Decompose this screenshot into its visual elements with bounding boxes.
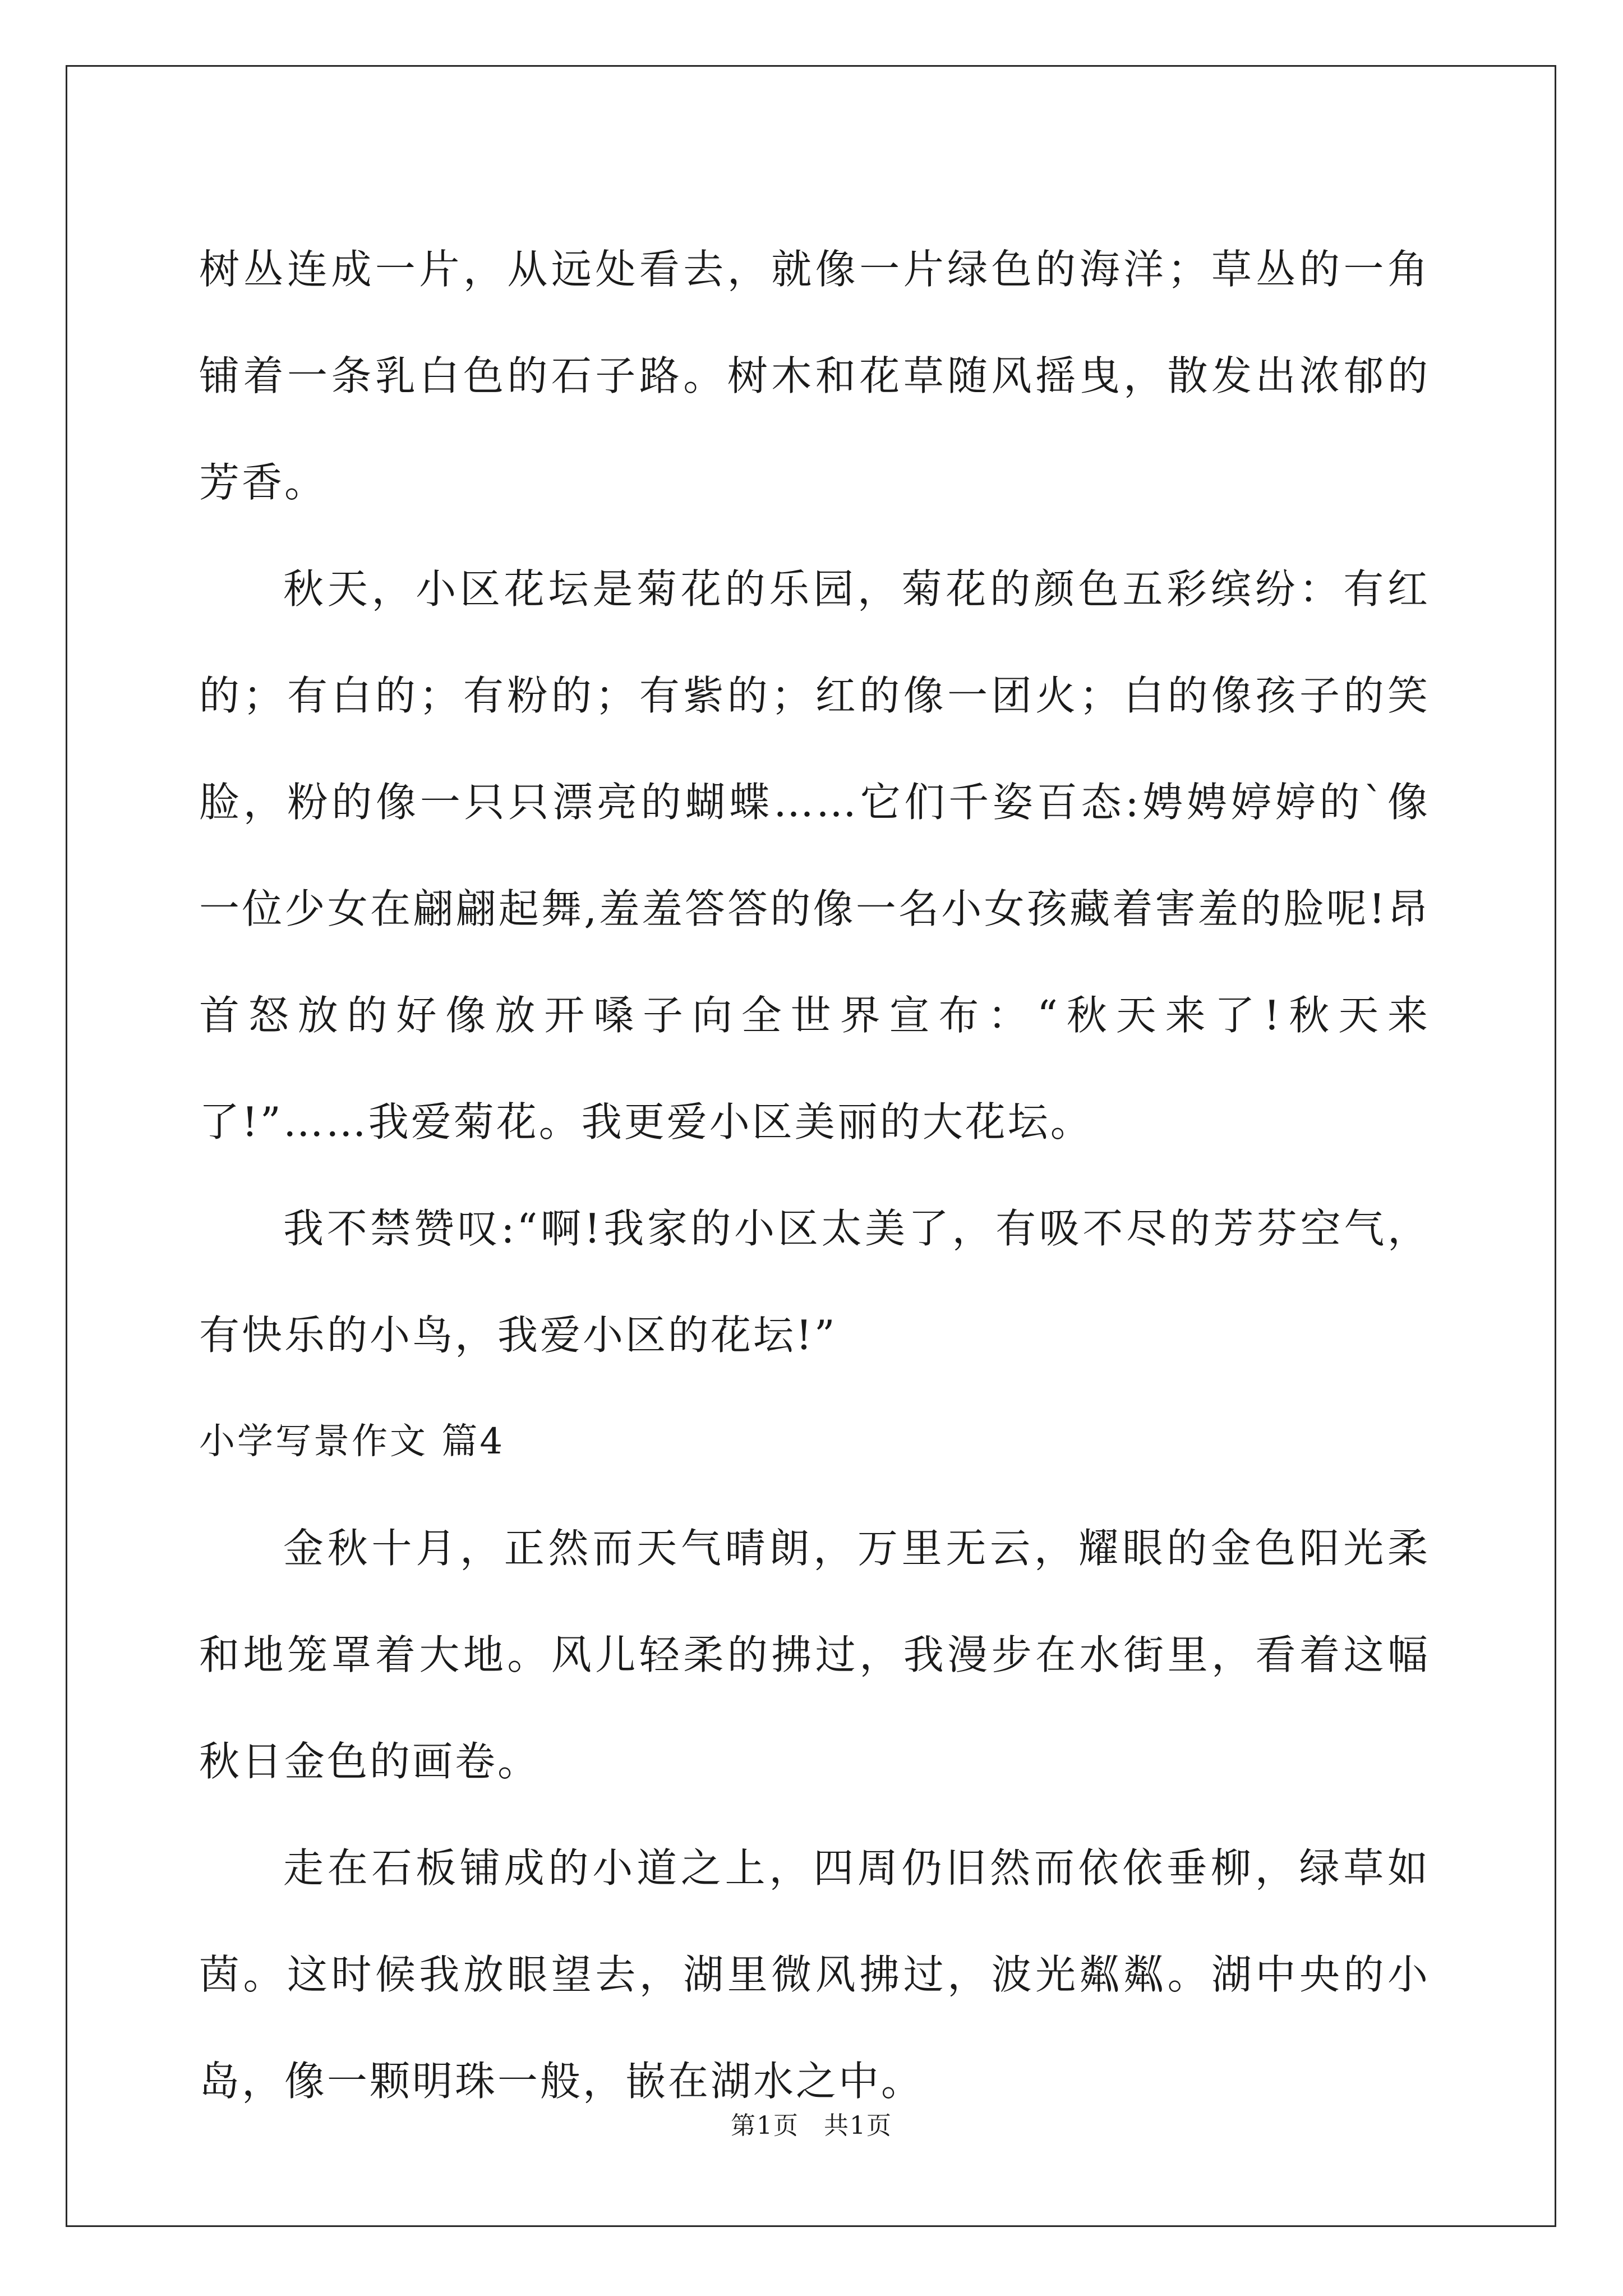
- paragraph-1: 树丛连成一片，从远处看去，就像一片绿色的海洋；草丛的一角铺着一条乳白色的石子路。树木和花草随风摇曳，散发出浓郁的芳香。: [199, 246, 1430, 506]
- page-total: 共1页: [824, 2111, 892, 2140]
- paragraph-3: 我不禁赞叹:“啊!我家的小区太美了，有吸不尽的芳芬空气，有快乐的小鸟，我爱小区的花坛!”: [199, 1205, 1430, 1359]
- page-footer: [0, 2105, 1623, 2141]
- paragraph-4: 金秋十月，正然而天气晴朗，万里无云，耀眼的金色阳光柔和地笼罩着大地。风儿轻柔的拂过，我漫步在水街里，看着这幅秋日金色的画卷。: [199, 1525, 1430, 1785]
- paragraph-2: 秋天，小区花坛是菊花的乐园，菊花的颜色五彩缤纷：有红的；有白的；有粉的；有紫的；红的像一团火；白的像孩子的笑脸，粉的像一只只漂亮的蝴蝶……它们千姿百态:娉娉婷婷的`像一位少女在翩翩起舞,羞羞答答的像一名小女孩藏着害羞的脸呢!昂首怒放的好像放开嗓子向全世界宣布：“秋天来了!秋天来了!”……我爱菊花。我更爱小区美丽的大花坛。: [199, 565, 1430, 1145]
- document-body: [199, 216, 1430, 2134]
- paragraph-5: 走在石板铺成的小道之上，四周仍旧然而依依垂柳，绿草如茵。这时候我放眼望去，湖里微风拂过，波光粼粼。湖中央的小岛，像一颗明珠一般，嵌在湖水之中。: [199, 1844, 1430, 2105]
- page-number: 第1页: [731, 2111, 799, 2140]
- section-heading: 小学写景作文 篇4: [199, 1421, 505, 1462]
